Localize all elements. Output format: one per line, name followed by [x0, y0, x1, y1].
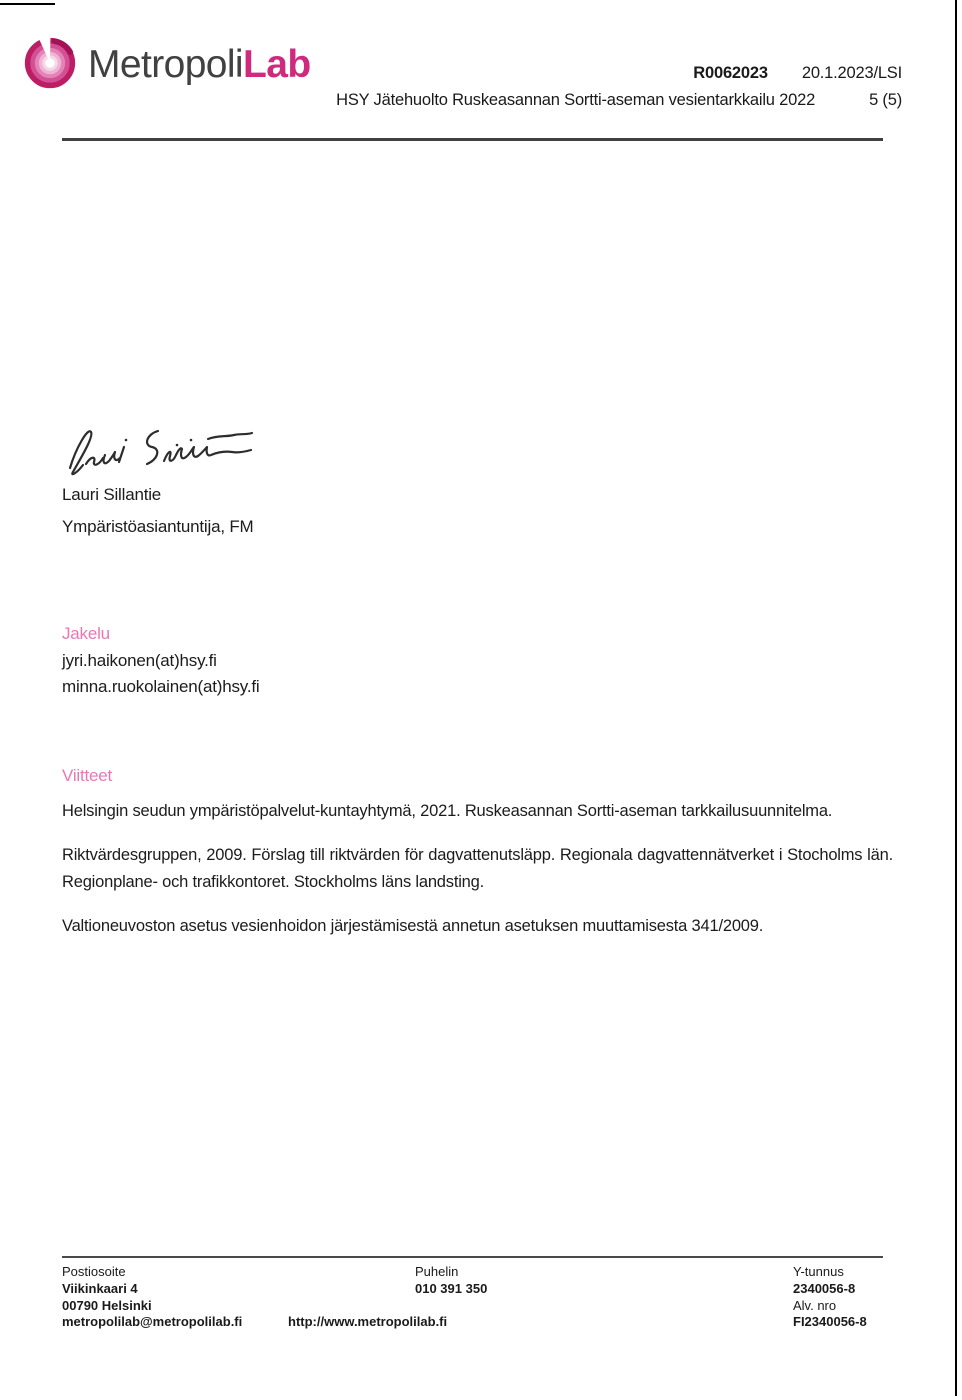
- logo-text-metropoli: Metropoli: [88, 42, 243, 86]
- document-title: HSY Jätehuolto Ruskeasannan Sortti-aseman vesientarkkailu 2022: [336, 91, 816, 109]
- logo-swirl-icon: [22, 34, 78, 95]
- business-id: 2340056-8: [793, 1280, 856, 1296]
- reference-item: Helsingin seudun ympäristöpalvelut-kuntayhtymä, 2021. Ruskeasannan Sortti-aseman tarkkailusuunnitelma.: [62, 802, 833, 820]
- footer-divider: [62, 1256, 883, 1258]
- recipient-email: minna.ruokolainen(at)hsy.fi: [62, 677, 260, 696]
- vat-label: Alv. nro: [793, 1297, 837, 1313]
- report-number: R0062023: [693, 64, 768, 82]
- signer-title: Ympäristöasiantuntija, FM: [62, 517, 254, 536]
- document-header: [336, 60, 902, 114]
- header-title-row: [336, 87, 902, 114]
- vat-number: FI2340056-8: [793, 1314, 867, 1330]
- phone-number: 010 391 350: [415, 1280, 488, 1296]
- business-id-label: Y-tunnus: [793, 1264, 844, 1279]
- reference-item: Valtioneuvoston asetus vesienhoidon järjestämisestä annetun asetuksen muuttamisesta 341/2009.: [62, 917, 764, 935]
- page-edge-artifact-right: [955, 0, 957, 1396]
- postal-label: Postiosoite: [62, 1264, 126, 1279]
- report-date: 20.1.2023/LSI: [801, 64, 902, 82]
- website-url: http://www.metropolilab.fi: [288, 1314, 448, 1329]
- distribution-heading: Jakelu: [62, 624, 110, 643]
- references-heading: Viitteet: [62, 766, 113, 785]
- recipient-email: jyri.haikonen(at)hsy.fi: [62, 651, 217, 670]
- street-address: Viikinkaari 4: [62, 1280, 138, 1296]
- references-section: [62, 762, 893, 957]
- footer-phone-column: [415, 1264, 487, 1298]
- page-number: 5 (5): [869, 91, 902, 109]
- header-ref-row: [336, 60, 902, 87]
- postal-city: 00790 Helsinki: [62, 1297, 152, 1313]
- metropolilab-logo: [22, 34, 311, 95]
- logo-text-lab: Lab: [243, 42, 311, 86]
- signer-name: Lauri Sillantie: [62, 485, 162, 504]
- page-edge-artifact-top: [0, 3, 55, 5]
- logo-wordmark: [88, 38, 311, 92]
- phone-label: Puhelin: [415, 1264, 459, 1279]
- footer-business-column: [793, 1264, 867, 1331]
- reference-item: Riktvärdesgruppen, 2009. Förslag till riktvärden för dagvattenutsläpp. Regionala dagvattennätverket i Stocholms län. Regionplane- och trafikkontoret. Stockholms läns landsting.: [62, 846, 893, 891]
- footer-postal-column: [62, 1264, 242, 1331]
- email-address: metropolilab@metropolilab.fi: [62, 1314, 243, 1330]
- distribution-section: [62, 621, 259, 700]
- signature-image: [58, 418, 268, 489]
- header-divider: [62, 138, 883, 141]
